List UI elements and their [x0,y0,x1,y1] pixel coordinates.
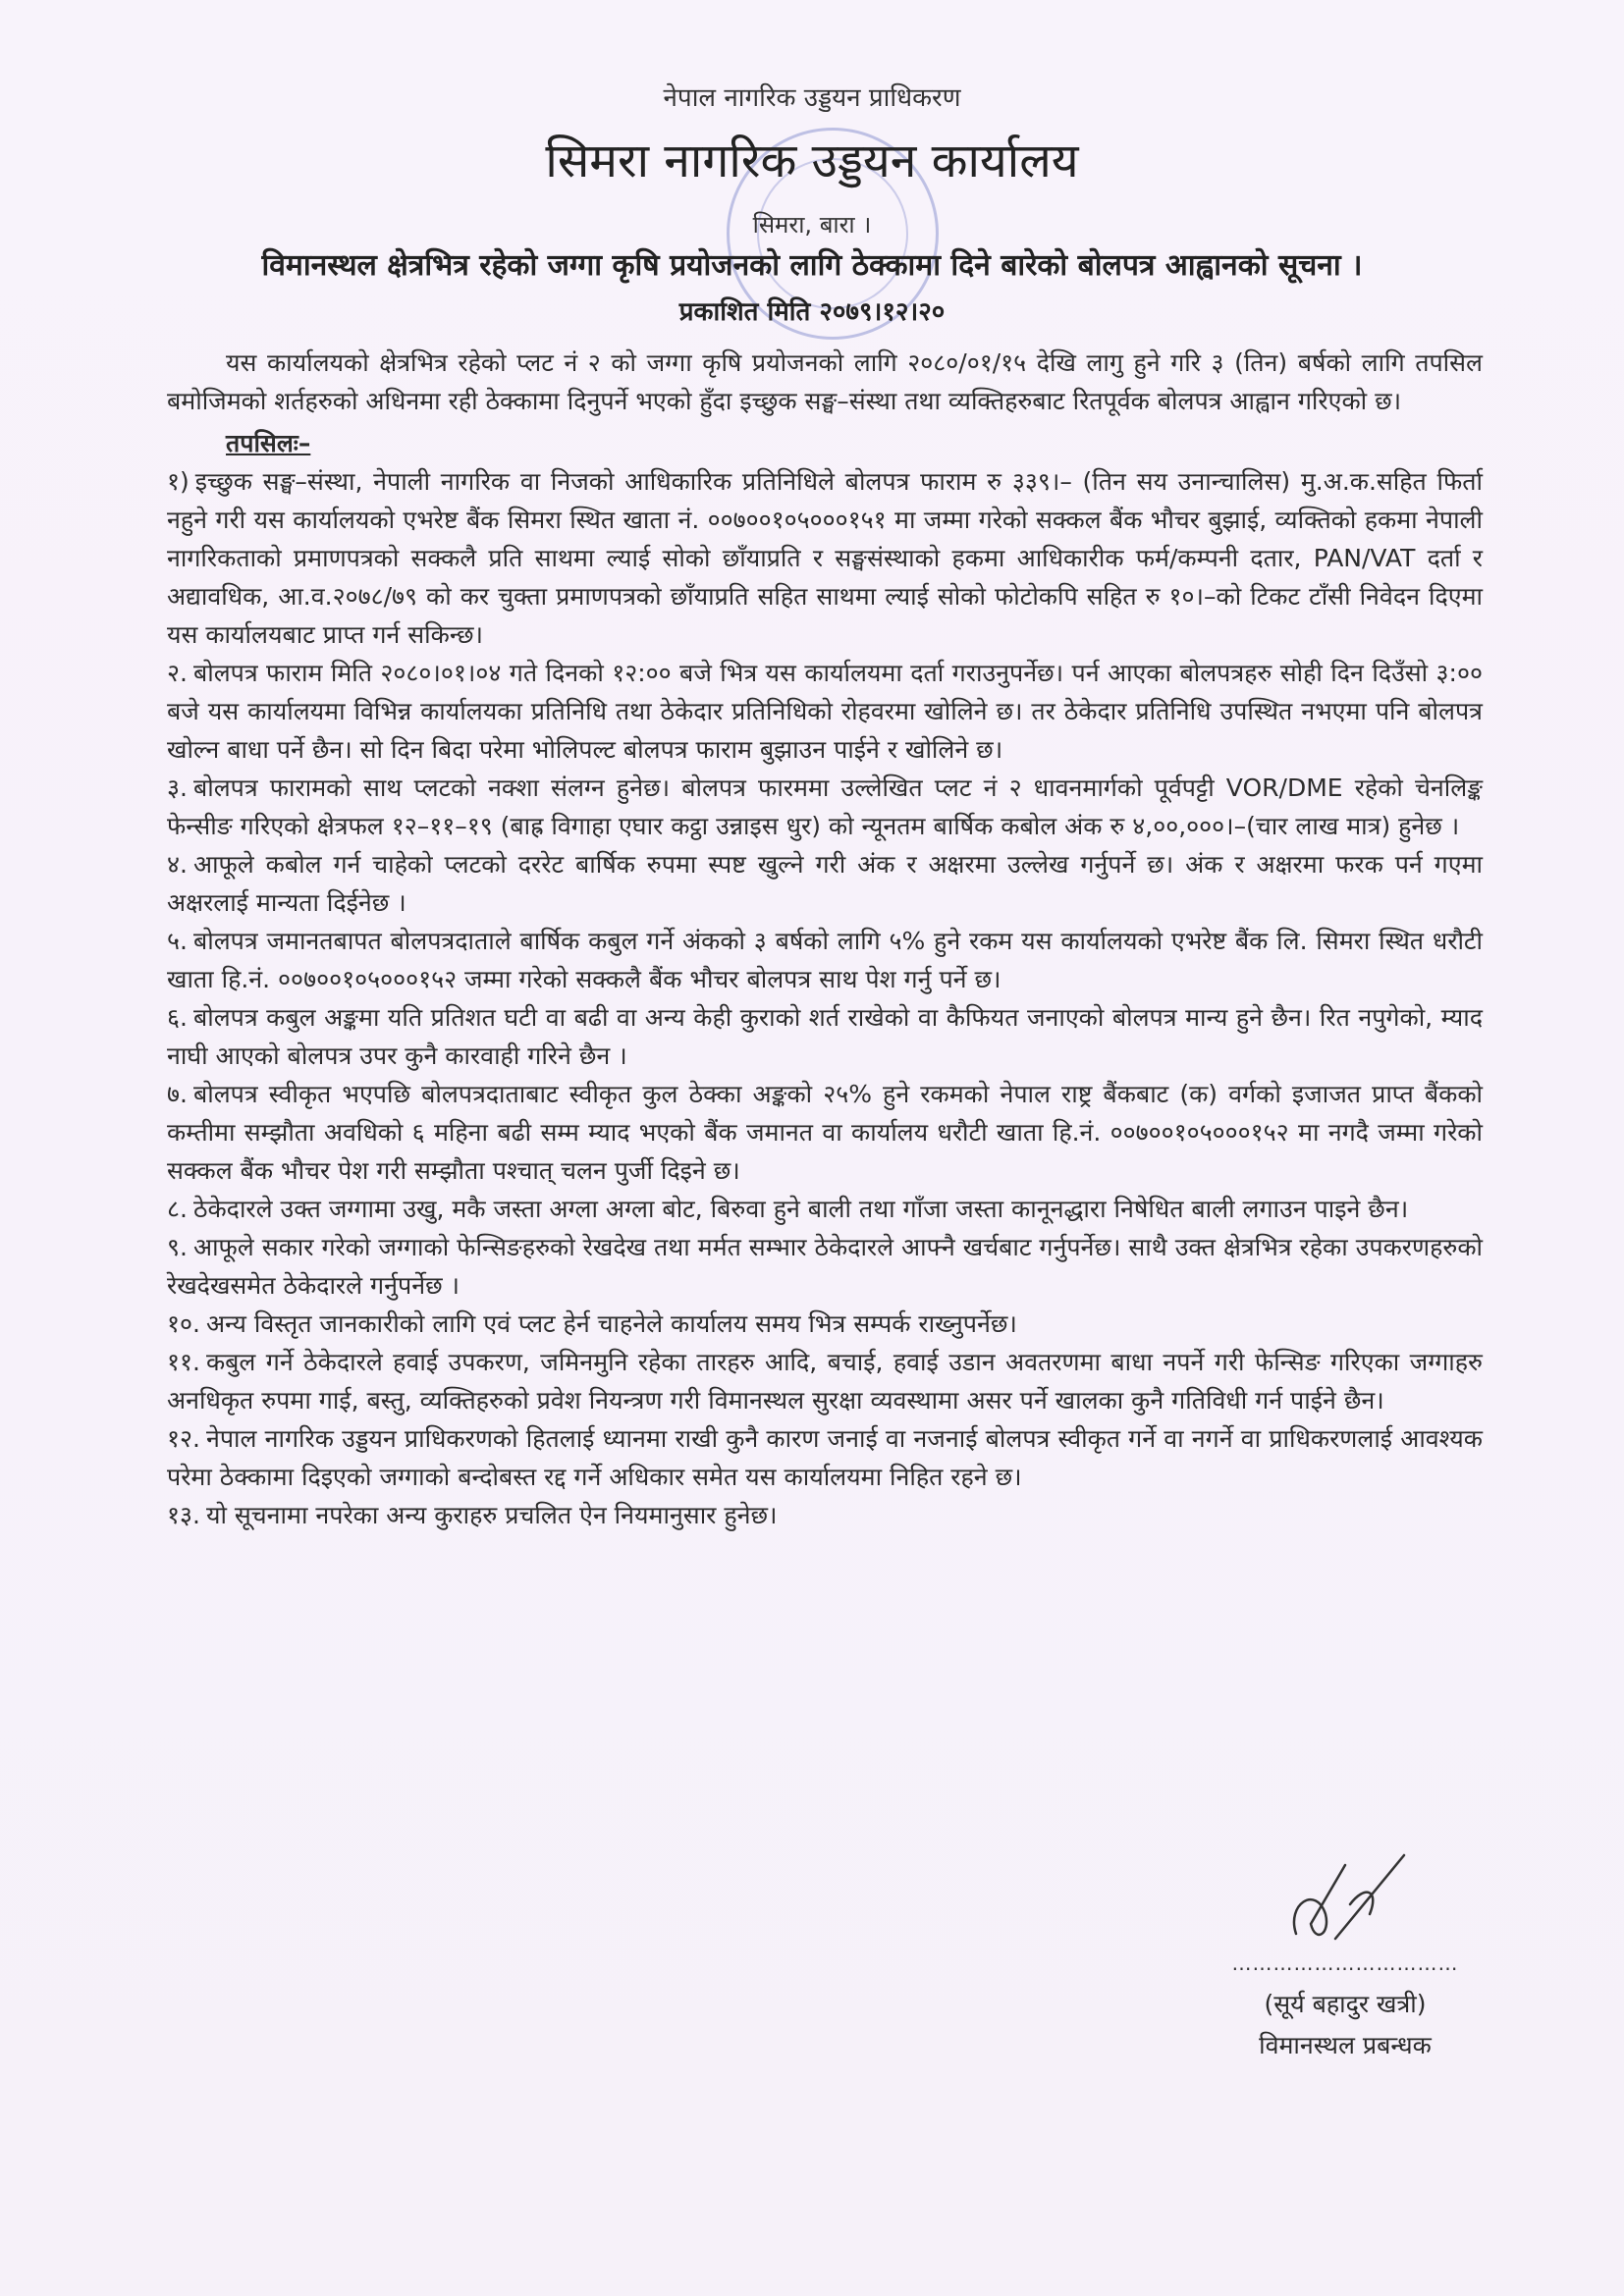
clause-text: बोलपत्र जमानतबापत बोलपत्रदाताले बार्षिक कबुल गर्ने अंकको ३ बर्षको लागि ५% हुने रकम यस कार्यालयको एभरेष्ट बैंक लि. सिमरा स्थित धरौटी खाता हि.नं. ००७००१०५०००१५२ जम्मा गरेको सक्कलै बैंक भौचर बोलपत्र साथ पेश गर्नु पर्ने छ। [167,927,1483,993]
organization-name: नेपाल नागरिक उड्डयन प्राधिकरण [663,83,961,113]
clause-number: ११. [167,1348,200,1376]
clause-number: ७. [167,1080,188,1108]
signatory-title: विमानस्थल प्रबन्धक [1259,2031,1432,2059]
clause-text: इच्छुक सङ्घ–संस्था, नेपाली नागरिक वा निजको आधिकारिक प्रतिनिधिले बोलपत्र फाराम रु ३३९।– (तिन सय उनान्चालिस) मु.अ.क.सहित फिर्ता नहुने गरी यस कार्यालयको एभरेष्ट बैंक सिमरा स्थित खाता नं. ००७००१०५०००१५१ मा जम्मा गरेको सक्कल बैंक भौचर बुझाई, व्यक्तिको हकमा नेपाली नागरिकताको प्रमाणपत्रको सक्कलै प्रति साथमा ल्याई सोको छाँयाप्रति र सङ्घसंस्थाको हकमा आधिकारीक फर्म/कम्पनी दतार, PAN/VAT दर्ता र अद्यावधिक, आ.व.२०७८/७९ को कर चुक्ता प्रमाणपत्रको छाँयाप्रति सहित साथमा ल्याई सोको फोटोकपि सहित रु १०।–को टिकट टाँसी निवेदन दिएमा यस कार्यालयबाट प्राप्त गर्न सकिन्छ। [167,467,1483,649]
intro-paragraph: यस कार्यालयको क्षेत्रभित्र रहेको प्लट नं २ को जग्गा कृषि प्रयोजनको लागि २०८०/०१/१५ देखि लागु हुने गरि ३ (तिन) बर्षको लागि तपसिल बमोजिमको शर्तहरुको अधिनमा रही ठेक्कामा दिनुपर्ने भएको हुँदा इच्छुक सङ्घ–संस्था तथा व्यक्तिहरुबाट रितपूर्वक बोलपत्र आह्वान गरिएको छ। [167,348,1483,415]
published-date: प्रकाशित मिति २०७९।१२।२० [678,297,946,327]
clause-text: कबुल गर्ने ठेकेदारले हवाई उपकरण, जमिनमुनि रहेका तारहरु आदि, बचाई, हवाई उडान अवतरणमा बाधा नपर्ने गरी फेन्सिङ गरिएका जग्गाहरु अनधिकृत रुपमा गाई, बस्तु, व्यक्तिहरुको प्रवेश नियन्त्रण गरी विमानस्थल सुरक्षा व्यवस्थामा असर पर्ने खालका कुनै गतिविधी गर्न पाईने छैन। [167,1348,1483,1415]
office-location: सिमरा, बारा । [752,211,872,239]
clause-text: बोलपत्र फारामको साथ प्लटको नक्शा संलग्न हुनेछ। बोलपत्र फारममा उल्लेखित प्लट नं २ धावनमार्गको पूर्वपट्टी VOR/DME रहेको चेनलिङ्क फेन्सीङ गरिएको क्षेत्रफल १२–११–१९ (बाह्र विगाहा एघार कट्ठा उन्नाइस धुर) को न्यूनतम बार्षिक कबोल अंक रु ४,००,०००।–(चार लाख मात्र) हुनेछ । [167,774,1483,840]
clause-item [167,1496,1483,1534]
clause-item [167,1228,1483,1305]
clause-text: बोलपत्र स्वीकृत भएपछि बोलपत्रदाताबाट स्वीकृत कुल ठेक्का अङ्कको २५% हुने रकमको नेपाल राष्ट्र बैंकबाट (क) वर्गको इजाजत प्राप्त बैंकको कम्तीमा सम्झौता अवधिको ६ महिना बढी सम्म म्याद भएको बैंक जमानत वा कार्यालय धरौटी खाता हि.नं. ००७००१०५०००१५२ मा नगदै जम्मा गरेको सक्कल बैंक भौचर पेश गरी सम्झौता पश्चात् चलन पुर्जी दिइने छ। [167,1080,1483,1185]
clause-item [167,1190,1483,1228]
clause-item [167,462,1483,654]
clause-number: १०. [167,1309,200,1338]
clause-number: ९. [167,1233,188,1261]
notice-body [167,344,1483,1534]
clause-item [167,1343,1483,1419]
clause-item [167,1075,1483,1190]
clause-text: नेपाल नागरिक उड्डयन प्राधिकरणको हितलाई ध्यानमा राखी कुनै कारण जनाई वा नजनाई बोलपत्र स्वीकृत गर्ने वा नगर्ने वा प्राधिकरणलाई आवश्यक परेमा ठेक्कामा दिइएको जग्गाको बन्दोबस्त रद्द गर्ने अधिकार समेत यस कार्यालयमा निहित रहने छ। [167,1424,1483,1491]
clause-item [167,654,1483,769]
handwritten-signature-icon [1257,1845,1434,1963]
clause-text: बोलपत्र कबुल अङ्कमा यति प्रतिशत घटी वा बढी वा अन्य केही कुराको शर्त राखेको वा कैफियत जनाएको बोलपत्र मान्य हुने छैन। रित नपुगेको, म्याद नाघी आएको बोलपत्र उपर कुनै कारवाही गरिने छैन । [167,1003,1483,1070]
clause-text: बोलपत्र फाराम मिति २०८०।०१।०४ गते दिनको १२:०० बजे भित्र यस कार्यालयमा दर्ता गराउनुपर्नेछ। पर्न आएका बोलपत्रहरु सोही दिन दिउँसो ३:०० बजे यस कार्यालयमा विभिन्न कार्यालयका प्रतिनिधि तथा ठेकेदार प्रतिनिधिको रोहवरमा खोलिने छ। तर ठेकेदार प्रतिनिधि उपस्थित नभएमा पनि बोलपत्र खोल्न बाधा पर्ने छैन। सो दिन बिदा परेमा भोलिपल्ट बोलपत्र फाराम बुझाउन पाईने र खोलिने छ। [167,659,1483,764]
clause-item [167,1305,1483,1343]
signature-line: …………………………… [1231,1951,1459,1975]
office-title: सिमरा नागरिक उड्डयन कार्यालय [545,133,1079,188]
notice-title: विमानस्थल क्षेत्रभित्र रहेको जग्गा कृषि प्रयोजनको लागि ठेक्कामा दिने बारेको बोलपत्र आह्वानको सूचना । [261,248,1363,283]
clause-number: ८. [167,1195,188,1223]
clause-item [167,1419,1483,1496]
clause-number: १) [167,467,189,496]
clause-text: ठेकेदारले उक्त जग्गामा उखु, मकै जस्ता अग्ला अग्ला बोट, बिरुवा हुने बाली तथा गाँजा जस्ता कानूनद्धारा निषेधित बाली लगाउन पाइने छैन। [192,1195,1409,1223]
clause-item [167,769,1483,845]
signature-block [1198,1845,1492,2061]
clause-number: १२. [167,1424,200,1453]
clause-text: अन्य विस्तृत जानकारीको लागि एवं प्लट हेर्न चाहनेले कार्यालय समय भित्र सम्पर्क राख्नुपर्नेछ। [205,1309,1017,1338]
clause-item [167,845,1483,922]
clause-number: ४. [167,850,188,879]
clause-item [167,998,1483,1075]
details-label: तपसिलः– [226,429,311,457]
signatory-name: (सूर्य बहादुर खत्री) [1264,1990,1427,2018]
clause-text: आफूले कबोल गर्न चाहेको प्लटको दररेट बार्षिक रुपमा स्पष्ट खुल्ने गरी अंक र अक्षरमा उल्लेख गर्नुपर्ने छ। अंक र अक्षरमा फरक पर्न गएमा अक्षरलाई मान्यता दिईनेछ । [167,850,1483,917]
clause-number: १३. [167,1501,200,1529]
clause-item [167,922,1483,998]
clause-number: ३. [167,774,188,802]
clause-number: ५. [167,927,188,955]
clause-text: आफूले सकार गरेको जग्गाको फेन्सिङहरुको रेखदेख तथा मर्मत सम्भार ठेकेदारले आफ्नै खर्चबाट गर्नुपर्नेछ। साथै उक्त क्षेत्रभित्र रहेका उपकरणहरुको रेखदेखसमेत ठेकेदारले गर्नुपर्नेछ । [167,1233,1483,1300]
clause-text: यो सूचनामा नपरेका अन्य कुराहरु प्रचलित ऐन नियमानुसार हुनेछ। [205,1501,778,1529]
clause-number: ६. [167,1003,188,1032]
clause-number: २. [167,659,188,687]
